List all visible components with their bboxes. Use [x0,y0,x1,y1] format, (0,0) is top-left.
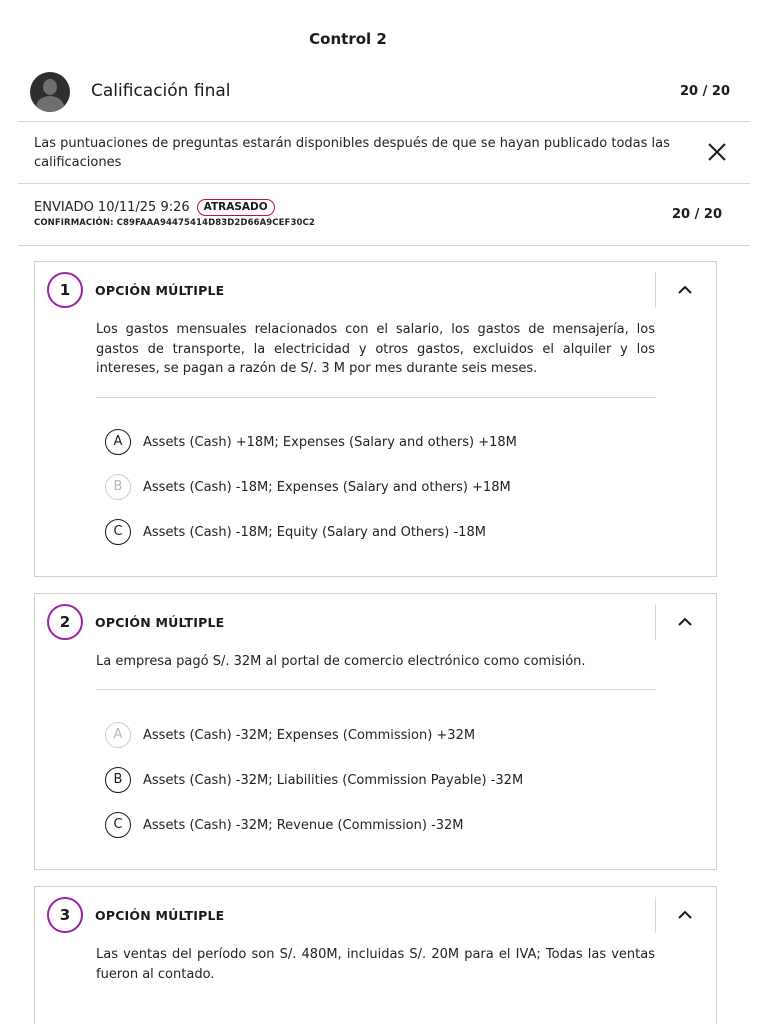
option-text: Assets (Cash) -32M; Revenue (Commission) -32M [143,817,464,833]
late-badge: ATRASADO [197,199,275,216]
question-text: Los gastos mensuales relacionados con el salario, los gastos de mensajería, los gastos de transporte, la electricidad y otros gastos, excluidos el alquiler y los intereses, se pagan a razón de S/. 3 M por mes durante seis meses. [96,322,655,376]
option-a[interactable] [105,722,475,748]
confirmation-code: CONFIRMACIÓN: C89FAAA94475414D83D2D66A9CEF30C2 [34,218,315,228]
option-text: Assets (Cash) -32M; Liabilities (Commission Payable) -32M [143,772,524,788]
option-text: Assets (Cash) -18M; Expenses (Salary and others) +18M [143,479,511,495]
question-type: OPCIÓN MÚLTIPLE [95,615,225,630]
question-text: La empresa pagó S/. 32M al portal de comercio electrónico como comisión. [96,654,586,669]
close-icon[interactable] [706,141,728,163]
question-card-1 [34,261,717,577]
option-c[interactable] [105,812,464,838]
page-title: Control 2 [309,30,387,48]
question-number: 1 [47,272,83,308]
option-letter: C [105,519,131,545]
chevron-up-icon[interactable] [676,906,694,924]
option-b[interactable] [105,767,523,793]
final-grade-row [18,70,750,122]
final-grade-label: Calificación final [91,81,231,101]
scores-notice [18,123,750,184]
final-grade-score: 20 / 20 [680,84,730,99]
submission-date: ENVIADO 10/11/25 9:26 [34,200,190,215]
option-letter: B [105,767,131,793]
submission-sent-line [34,199,275,216]
option-letter: C [105,812,131,838]
question-number: 2 [47,604,83,640]
notice-text: Las puntuaciones de preguntas estarán disponibles después de que se hayan publicado todas las calificaciones [34,136,670,170]
option-letter: B [105,474,131,500]
option-letter: A [105,722,131,748]
avatar [30,72,70,112]
chevron-up-icon[interactable] [676,613,694,631]
question-type: OPCIÓN MÚLTIPLE [95,283,225,298]
chevron-up-icon[interactable] [676,281,694,299]
submission-info [18,185,750,246]
question-number: 3 [47,897,83,933]
submission-score: 20 / 20 [672,207,722,222]
option-text: Assets (Cash) +18M; Expenses (Salary and others) +18M [143,434,517,450]
question-text: Las ventas del período son S/. 480M, incluidas S/. 20M para el IVA; Todas las ventas fueron al contado. [96,947,655,982]
option-a[interactable] [105,429,517,455]
question-card-2 [34,593,717,870]
option-b[interactable] [105,474,511,500]
option-text: Assets (Cash) -32M; Expenses (Commission) +32M [143,727,476,743]
option-text: Assets (Cash) -18M; Equity (Salary and Others) -18M [143,524,486,540]
option-c[interactable] [105,519,486,545]
option-letter: A [105,429,131,455]
question-type: OPCIÓN MÚLTIPLE [95,908,225,923]
question-card-3 [34,886,717,1024]
